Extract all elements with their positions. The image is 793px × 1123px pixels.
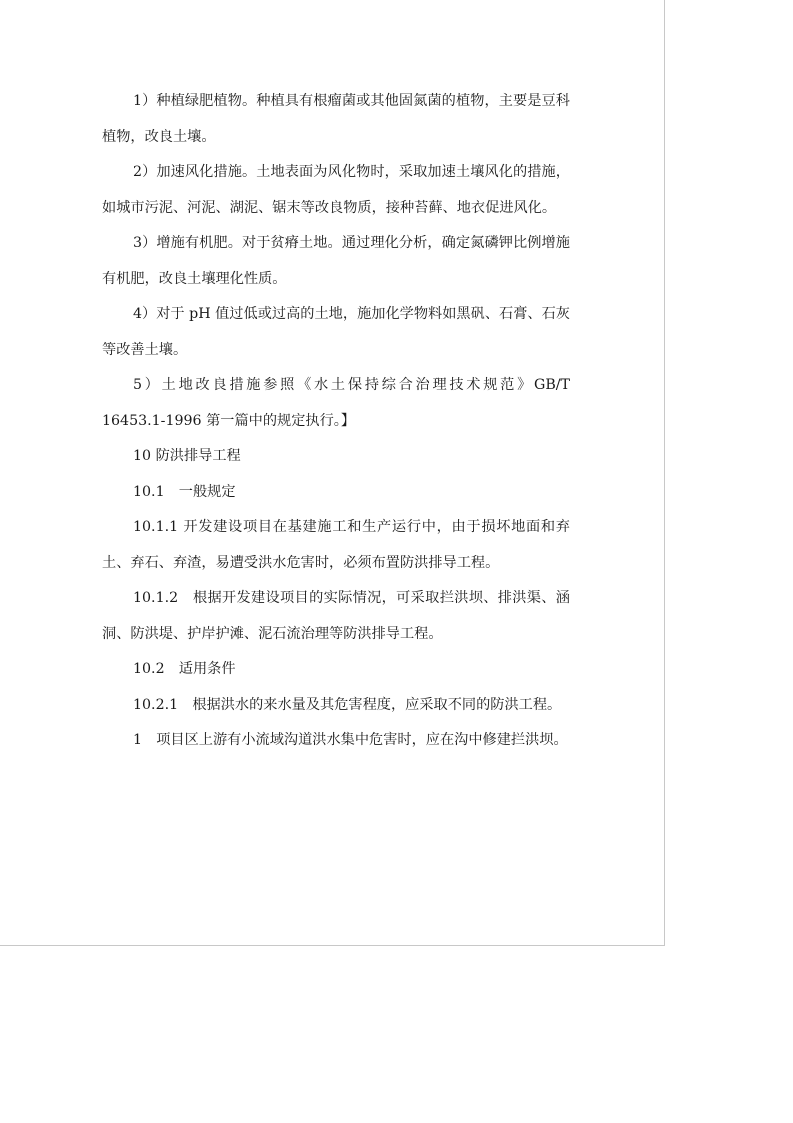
paragraph-10-1-1: 10.1.1 开发建设项目在基建施工和生产运行中，由于损坏地面和弃土、弃石、弃渣，易遭受洪水危害时，必须布置防洪排导工程。 [102,519,570,571]
paragraph-ph-adjustment: 4）对于 pH 值过低或过高的土地，施加化学物料如黑矾、石膏、石灰等改善土壤。 [102,306,570,358]
paragraph-green-manure: 1）种植绿肥植物。种植具有根瘤菌或其他固氮菌的植物，主要是豆科植物，改良土壤。 [102,93,570,145]
paragraph-organic-fertilizer: 3）增施有机肥。对于贫瘠土地。通过理化分析，确定氮磷钾比例增施有机肥，改良土壤理化性质。 [102,235,570,287]
document-body [102,84,570,759]
paragraph-10-2-1: 10.2.1 根据洪水的来水量及其危害程度，应采取不同的防洪工程。 [133,696,562,713]
section-heading-10: 10 防洪排导工程 [133,448,241,464]
paragraph-weathering: 2）加速风化措施。土地表面为风化物时，采取加速土壤风化的措施，如城市污泥、河泥、湖泥、锯末等改良物质，接种苔藓、地衣促进风化。 [102,164,570,216]
paragraph-item-1: 1 项目区上游有小流域沟道洪水集中危害时，应在沟中修建拦洪坝。 [133,732,568,748]
section-heading-10-1: 10.1 一般规定 [133,483,236,500]
paragraph-standard-reference: 5）土地改良措施参照《水土保持综合治理技术规范》GB/T 16453.1-1996 第一篇中的规定执行。】 [102,377,570,429]
section-heading-10-2: 10.2 适用条件 [133,661,236,677]
paragraph-10-1-2: 10.1.2 根据开发建设项目的实际情况，可采取拦洪坝、排洪渠、涵洞、防洪堤、护岸护滩、泥石流治理等防洪排导工程。 [102,590,570,642]
